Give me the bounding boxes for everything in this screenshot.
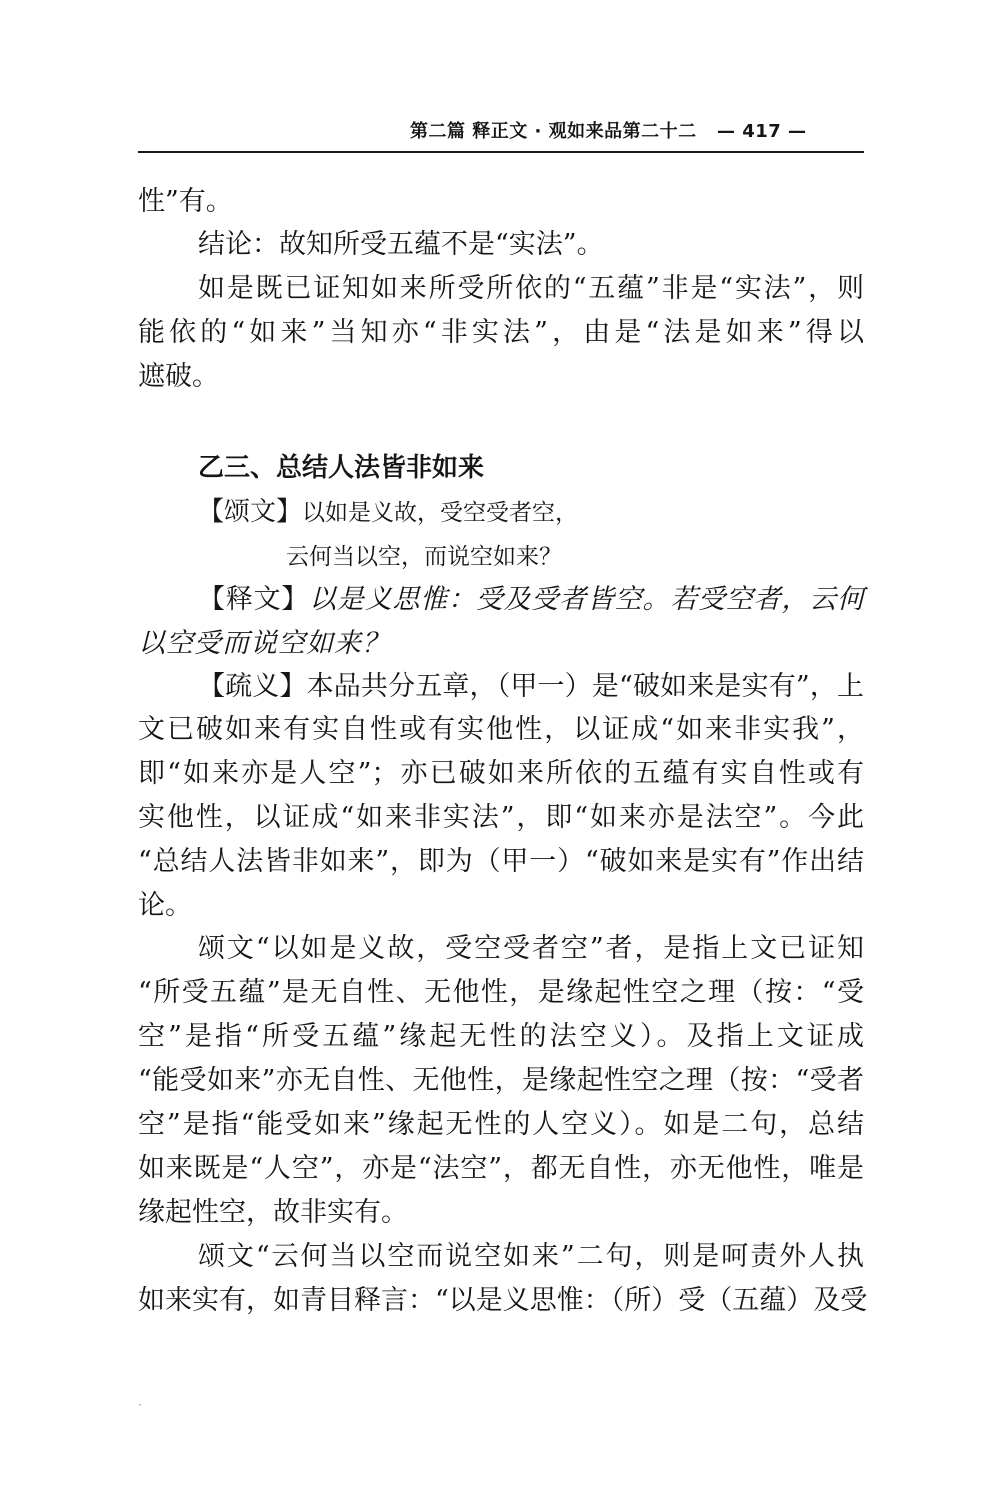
- text-line: 论。: [138, 890, 192, 921]
- text-line: 空”是指“所受五蕴”缘起无性的法空义）。及指上文证成: [138, 1021, 864, 1052]
- text-line: 缘起性空，故非实有。: [138, 1197, 408, 1228]
- running-header: [410, 117, 862, 143]
- header-rule: [138, 151, 864, 153]
- text-line: “总结人法皆非如来”，即为（甲一）“破如来是实有”作出结: [138, 846, 864, 877]
- explain-line-2: 以空受而说空如来？: [138, 628, 390, 659]
- text-line: 实他性，以证成“如来非实法”，即“如来亦是法空”。今此: [138, 802, 864, 833]
- verse-label: 【颂文】: [198, 497, 303, 527]
- comment-label: 【疏义】: [198, 671, 307, 702]
- section-heading: 乙三、总结人法皆非如来: [198, 453, 485, 483]
- text-line: 如来既是“人空”，亦是“法空”，都无自性，亦无他性，唯是: [138, 1153, 864, 1184]
- comment-line-1: [198, 667, 864, 707]
- page-number: — 417 —: [716, 121, 807, 142]
- explain-line-1: [198, 580, 864, 620]
- text-line: 如来实有，如青目释言：“以是义思惟：（所）受（五蕴）及受: [138, 1285, 868, 1316]
- text-line: 性”有。: [138, 186, 233, 217]
- explain-text: 以是义思惟：受及受者皆空。若受空者，云何: [309, 584, 865, 615]
- verse-text: 以如是义故，受空受者空，: [302, 500, 579, 526]
- verse-text: 云何当以空，而说空如来？: [286, 544, 562, 570]
- text-line: 颂文“以如是义故，受空受者空”者，是指上文已证知: [198, 933, 864, 964]
- text-line: 结论：故知所受五蕴不是“实法”。: [198, 229, 604, 260]
- scan-speck: ·: [138, 1398, 142, 1412]
- text-line: “所受五蕴”是无自性、无他性，是缘起性空之理（按：“受: [138, 977, 864, 1008]
- text-line: 能依的“如来”当知亦“非实法”，由是“法是如来”得以: [138, 317, 864, 348]
- verse-line-1: [198, 492, 864, 532]
- verse-line-2: [286, 536, 864, 576]
- comment-text: 本品共分五章，（甲一）是“破如来是实有”，上: [306, 671, 864, 702]
- explain-label: 【释文】: [198, 584, 310, 615]
- running-title: 第二篇 释正文 · 观如来品第二十二: [410, 121, 697, 142]
- text-line: 文已破如来有实自性或有实他性，以证成“如来非实我”，: [138, 714, 864, 745]
- text-line: 如是既已证知如来所受所依的“五蕴”非是“实法”，则: [198, 273, 864, 304]
- text-line: 遮破。: [138, 361, 219, 392]
- text-line: 即“如来亦是人空”；亦已破如来所依的五蕴有实自性或有: [138, 758, 864, 789]
- text-line: 空”是指“能受如来”缘起无性的人空义）。如是二句，总结: [138, 1109, 864, 1140]
- text-line: 颂文“云何当以空而说空如来”二句，则是呵责外人执: [198, 1241, 864, 1272]
- text-line: “能受如来”亦无自性、无他性，是缘起性空之理（按：“受者: [138, 1065, 864, 1096]
